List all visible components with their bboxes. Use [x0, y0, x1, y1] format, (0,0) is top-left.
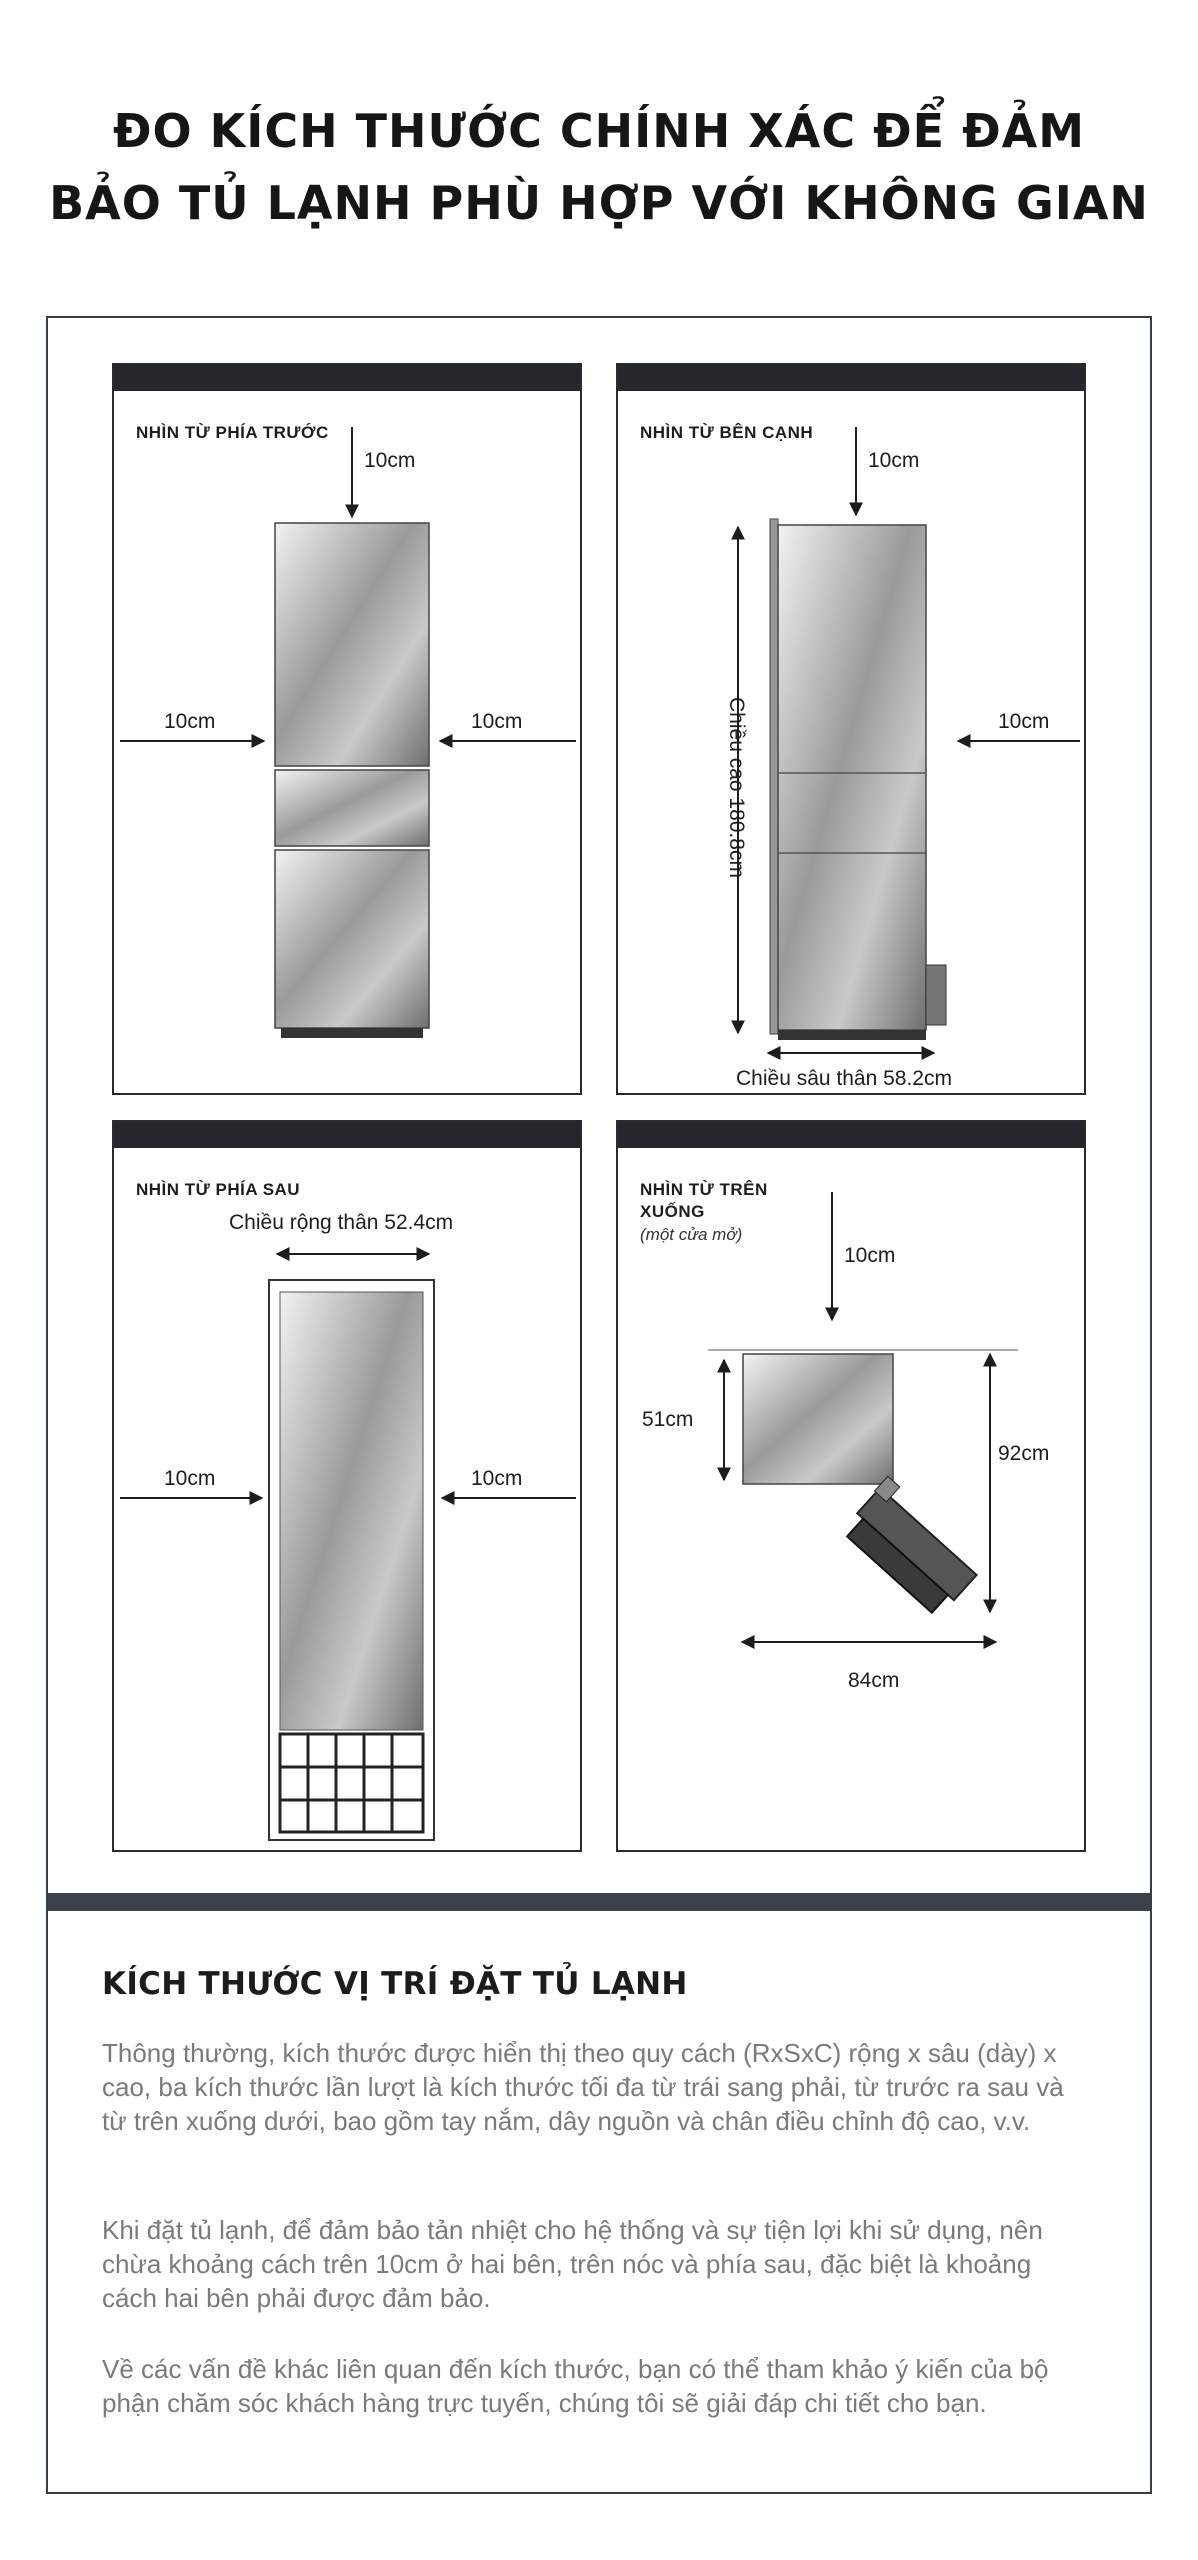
top-gap-label: 10cm — [844, 1244, 896, 1267]
panel-label-line-1: NHÌN TỪ TRÊN — [640, 1180, 768, 1199]
fridge-base — [281, 1028, 423, 1038]
panel-sublabel: (một cửa mở) — [640, 1225, 743, 1244]
page-title-line-2: BẢO TỦ LẠNH PHÙ HỢP VỚI KHÔNG GIAN — [49, 176, 1149, 230]
side-view-diagram — [618, 365, 1088, 1097]
paragraph-1: Thông thường, kích thước được hiển thị theo quy cách (RxSxC) rộng x sâu (dày) x cao, ba kích thước lần lượt là kích thước tối đa từ trái sang phải, từ trước ra sau và từ trên xuống dưới, bao gồm tay nắm, dây nguồn và chân điều chỉnh độ cao, v.v. — [102, 2038, 1064, 2136]
door-edge — [770, 519, 778, 1034]
page-title — [0, 95, 1198, 239]
open-width-label: 84cm — [848, 1669, 900, 1692]
fridge-body-side — [778, 525, 926, 1030]
top-gap-label: 10cm — [868, 449, 920, 472]
fridge-top-body — [743, 1354, 893, 1484]
panel-front-view — [112, 363, 582, 1095]
fridge-back-panel — [280, 1292, 423, 1730]
fridge-top-door — [275, 523, 429, 766]
fridge-middle-drawer — [275, 770, 429, 846]
content-frame — [46, 316, 1152, 2494]
panel-label-line-2: XUỐNG — [640, 1202, 705, 1221]
compressor-housing — [926, 965, 946, 1025]
right-gap-label: 10cm — [471, 1467, 523, 1490]
open-door — [840, 1476, 986, 1618]
top-gap-label: 10cm — [364, 449, 416, 472]
panel-top-view — [616, 1120, 1086, 1852]
open-depth-label: 92cm — [998, 1442, 1050, 1465]
panel-label: NHÌN TỪ BÊN CẠNH — [640, 423, 814, 442]
panel-label: NHÌN TỪ PHÍA TRƯỚC — [136, 423, 329, 442]
height-label: Chiều cao 180.8cm — [725, 697, 748, 878]
top-view-diagram — [618, 1122, 1088, 1854]
panel-side-view — [616, 363, 1086, 1095]
paragraph-3: Về các vấn đề khác liên quan đến kích thước, bạn có thể tham khảo ý kiến của bộ phận chăm sóc khách hàng trực tuyến, chúng tôi sẽ giải đáp chi tiết cho bạn. — [102, 2354, 1049, 2418]
depth-label: Chiều sâu thân 58.2cm — [736, 1067, 952, 1090]
width-label: Chiều rộng thân 52.4cm — [229, 1211, 454, 1234]
fridge-bottom-drawer — [275, 850, 429, 1028]
section-divider — [48, 1893, 1150, 1911]
front-view-diagram — [114, 365, 584, 1097]
right-gap-label: 10cm — [998, 710, 1050, 733]
paragraph-2: Khi đặt tủ lạnh, để đảm bảo tản nhiệt cho hệ thống và sự tiện lợi khi sử dụng, nên chừa khoảng cách trên 10cm ở hai bên, trên nóc và phía sau, đặc biệt là khoảng cách hai bên phải được đảm bảo. — [102, 2215, 1043, 2313]
fridge-base — [778, 1030, 926, 1040]
panel-back-view — [112, 1120, 582, 1852]
panel-label: NHÌN TỪ PHÍA SAU — [136, 1180, 301, 1199]
page-title-line-1: ĐO KÍCH THƯỚC CHÍNH XÁC ĐỂ ĐẢM — [112, 104, 1086, 158]
depth-label: 51cm — [642, 1408, 694, 1431]
left-gap-label: 10cm — [164, 710, 216, 733]
left-gap-label: 10cm — [164, 1467, 216, 1490]
right-gap-label: 10cm — [471, 710, 523, 733]
section-heading: KÍCH THƯỚC VỊ TRÍ ĐẶT TỦ LẠNH — [102, 1966, 688, 2002]
back-view-diagram — [114, 1122, 584, 1854]
